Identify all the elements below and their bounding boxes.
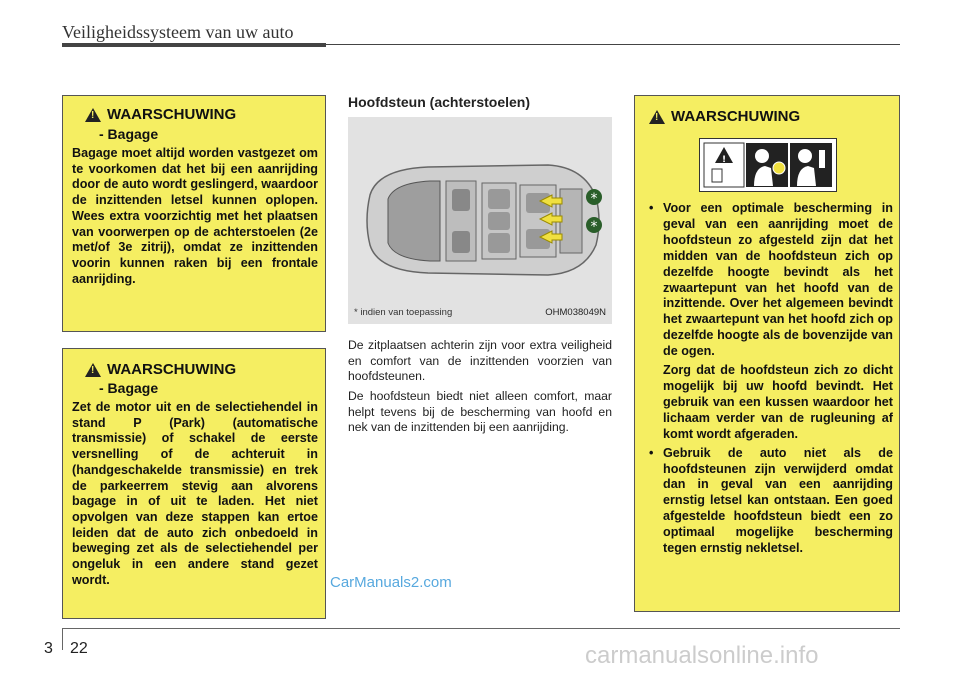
- bullet-continuation: Zorg dat de hoofdsteun zich zo dicht mogelijk bij uw hoofd bevindt. Het gebruik van een kussen waardoor het lichaam verder van de rugleuning af komt wordt afgeraden.: [663, 363, 893, 441]
- section-title: Hoofdsteun (achterstoelen): [348, 94, 531, 110]
- footer-rule: [62, 628, 900, 629]
- warning-triangle-icon: [85, 108, 101, 122]
- footer-divider: [62, 628, 63, 650]
- paragraph: De hoofdsteun biedt niet alleen comfort, maar helpt tevens bij de bescherming van hoofd en nek van de inzittenden bij een aanrijding.: [348, 389, 612, 435]
- footer-watermark[interactable]: carmanualsonline.info: [585, 642, 819, 669]
- running-header: Veiligheidssysteem van uw auto: [62, 22, 294, 42]
- warning-box-luggage-1: [62, 95, 326, 332]
- warning-box-luggage-2: [62, 348, 326, 619]
- figure-footnote: * indien van toepassing: [354, 307, 453, 318]
- warning-title: [85, 361, 236, 378]
- warning-triangle-icon: [85, 363, 101, 377]
- warning-title: [649, 108, 800, 125]
- header-rule: [62, 44, 900, 45]
- page-number: 22: [70, 640, 88, 657]
- warning-triangle-icon: [649, 110, 665, 124]
- watermark-link[interactable]: CarManuals2.com: [330, 574, 452, 591]
- warning-title-text: WAARSCHUWING: [671, 108, 801, 125]
- headrest-arrow-icons: [540, 195, 562, 243]
- car-topview-illustration: [348, 117, 612, 324]
- svg-text:!: !: [721, 155, 727, 165]
- car-headrest-figure: [348, 117, 612, 324]
- section-number: 3: [44, 640, 53, 657]
- bullet-item: • Gebruik de auto niet als de hoofdsteunen zijn verwijderd omdat dan in geval van een aanrijding ernstig letsel kan ontstaan. Een goed afgestelde hoofdsteun biedt een zo optimaal mogelijke bescherming tegen ernstig nekletsel.: [647, 446, 893, 557]
- warning-body: Bagage moet altijd worden vastgezet om te voorkomen dat het bij een aanrijding door de auto wordt geslingerd, waardoor de inzittenden letsel kunnen oplopen. Wees extra voorzichtig met het plaatsen van voorwerpen op de achterstoelen (2e met/of 3e zitrij), omdat ze inzittenden voorin kunnen raken bij een frontale aanrijding.: [72, 146, 318, 286]
- warning-bullet-list: [647, 201, 893, 557]
- svg-text:*: *: [590, 219, 598, 235]
- warning-title-text: WAARSCHUWING: [107, 361, 237, 378]
- warning-title: [85, 106, 236, 123]
- warning-box-headrest: [634, 95, 900, 612]
- figure-code: OHM038049N: [545, 307, 606, 318]
- warning-subtitle: - Bagage: [99, 380, 159, 396]
- paragraph: De zitplaatsen achterin zijn voor extra veiligheid en comfort van de inzittenden voorzien van hoofdsteunen.: [348, 338, 612, 384]
- headrest-warning-pictogram: [699, 138, 837, 192]
- warning-body: Zet de motor uit en de selectiehendel in stand P (Park) (automatische transmissie) of schakel de eerste versnelling of de achteruit in (handgeschakelde transmissie) en trek de parkeerrem stevig aan alvorens bagage in of uit te laden. Het niet opvolgen van deze stappen kan ertoe leiden dat de auto zich onbedoeld in beweging zet als de selectiehendel per ongeluk in een andere stand gezet wordt.: [72, 400, 318, 587]
- warning-title-text: WAARSCHUWING: [107, 106, 237, 123]
- bullet-item: • Voor een optimale bescherming in geval van een aanrijding moet de hoofdsteun zo afgesteld zijn dat het midden van de hoofdsteun zich op dezelfde hoogte bevindt als het zwaartepunt van het hoofd van de inzittende. Over het algemeen bevindt het zwaartepunt van het hoofd zich op dezelfde hoogte als de bovenzijde van de ogen.: [647, 201, 893, 360]
- warning-subtitle: - Bagage: [99, 126, 159, 142]
- svg-text:*: *: [590, 191, 598, 207]
